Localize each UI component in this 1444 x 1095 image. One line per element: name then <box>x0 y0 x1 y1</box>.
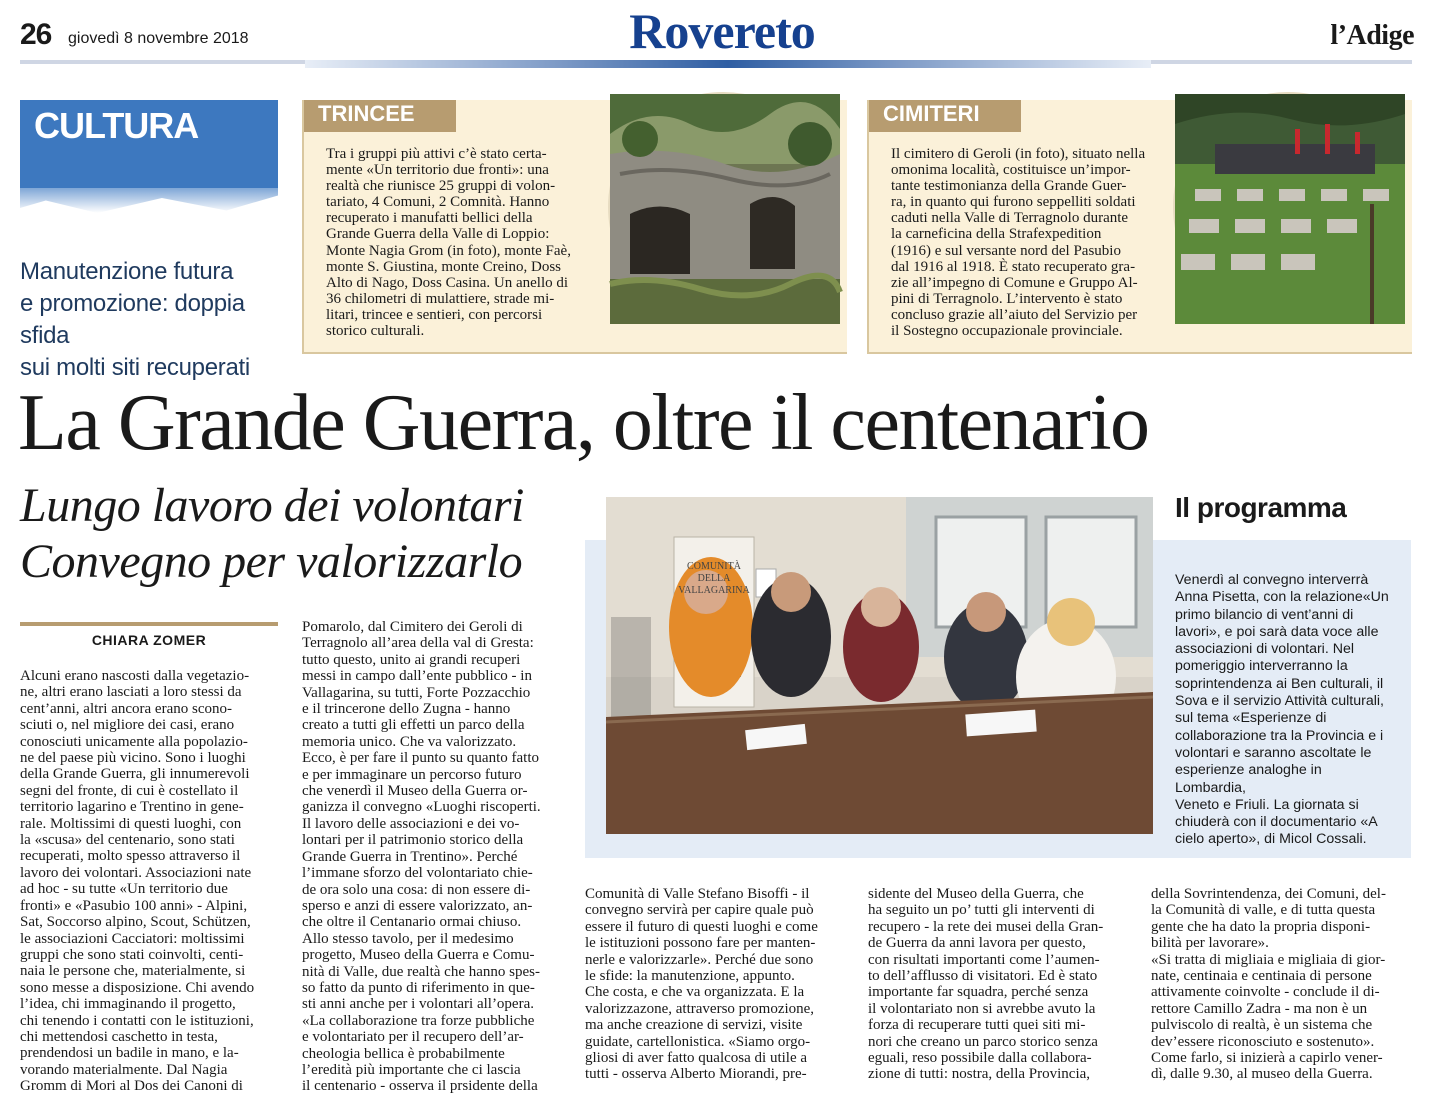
cultura-tab <box>20 100 278 188</box>
text-line: chiuderà con il documentario «A <box>1175 814 1378 831</box>
trench-cave-illustration <box>610 94 840 324</box>
kicker-line: e promozione: doppia sfida <box>20 290 245 349</box>
text-line: attivamente coinvolte - conclude il di- <box>1151 984 1380 1001</box>
text-line: Alcuni erano nascosti dalla vegetazio- <box>20 668 250 684</box>
text-line: ne, altri erano lasciati a loro stessi da <box>20 684 242 701</box>
text-line: guidate, cartellonistica. «Siamo orgo- <box>585 1033 811 1050</box>
article-column-4 <box>868 886 1126 1083</box>
text-line: ad hoc - su tutte «Un territorio due <box>20 881 228 898</box>
headline: La Grande Guerra, oltre il centenario <box>18 379 1149 467</box>
text-line: le associazioni Cacciatori: moltissimi <box>20 930 245 947</box>
header-accent-bar <box>305 60 1151 68</box>
text-line: e per immaginare un percorso futuro <box>302 766 522 783</box>
article-column-3 <box>585 886 843 1083</box>
text-line: la carneficina della Strafexpedition <box>891 226 1102 243</box>
text-line: zie all’impegno di Comune e Gruppo Al- <box>891 274 1138 291</box>
text-line: «Si tratta di migliaia e migliaia di gior- <box>1151 951 1386 968</box>
text-line: chi tenendo i contatti con le istituzioni, <box>20 1012 254 1029</box>
text-line: Alto di Nago, Doss Casina. Un anello di <box>326 274 569 291</box>
text-line: ne del paese più vicino. Sono i luoghi <box>20 750 246 767</box>
cimiteri-tab-label: CIMITERI <box>883 101 980 126</box>
text-line: nate, centinaia e centinaia di persone <box>1151 968 1372 985</box>
text-line: rale. Moltissimi di questi luoghi, con <box>20 815 242 832</box>
text-line: tariato, 4 Comuni, 2 Comnità. Hanno <box>326 194 550 211</box>
text-line: zione di tutti: nostra, della Provincia, <box>868 1066 1091 1083</box>
text-line: cielo aperto», di Micol Cossali. <box>1175 831 1367 848</box>
text-line: della Sovrintendenza, dei Comuni, del- <box>1151 886 1386 902</box>
text-line: con risultati importanti come l’aumen- <box>868 951 1100 968</box>
text-line: vorando materialmente. Dal Nagia <box>20 1061 228 1078</box>
text-line: sidente del Museo della Guerra, che <box>868 886 1084 902</box>
cultura-label: CULTURA <box>34 105 199 146</box>
text-line: ha seguito un po’ tutti gli interventi di <box>868 902 1095 919</box>
text-line: bilità per lavorare». <box>1151 935 1269 952</box>
text-line: e volontariato per il recupero dell’ar- <box>302 1029 524 1046</box>
text-line: importante far squadra, perché senza <box>868 984 1089 1001</box>
text-line: de ora solo una cosa: di non essere di- <box>302 881 531 898</box>
section-title: Rovereto <box>629 3 815 59</box>
text-line: sperso e anzi di essere valorizzato, an- <box>302 897 533 914</box>
text-line: Il lavoro delle associazioni e dei vo- <box>302 815 520 832</box>
text-line: Allo stesso tavolo, per il medesimo <box>302 930 514 947</box>
trincee-text <box>326 146 598 339</box>
text-line: Sat, Soccorso alpino, Scout, Schützen, <box>20 914 251 931</box>
cimiteri-box <box>867 100 1412 354</box>
text-line: le istituzioni possono fare per manten- <box>585 935 816 952</box>
byline: CHIARA ZOMER <box>91 632 207 648</box>
text-line: Come farlo, si inizierà a capirlo vener- <box>1151 1050 1383 1067</box>
text-line: il Sostegno occupazionale provinciale. <box>891 323 1123 340</box>
text-line: tante testimonianza della Grande Guer- <box>891 178 1127 195</box>
programma-text <box>1175 572 1395 849</box>
cimiteri-text <box>891 146 1163 339</box>
subheadline-line: Lungo lavoro dei volontari <box>20 479 524 532</box>
text-line: memoria unico. Che va valorizzato. <box>302 733 517 750</box>
text-line: primo bilancio di vent’anni di <box>1175 606 1354 623</box>
text-line: dev’essere riconosciuto e sostenuto». <box>1151 1033 1375 1050</box>
text-line: convegno servirà per capire quale può <box>585 902 814 919</box>
trincee-tab-label: TRINCEE <box>318 101 415 126</box>
text-line: conosciuti unicamente alla popolazio- <box>20 733 248 750</box>
text-line: chi mettendosi caschetto in testa, <box>20 1028 218 1045</box>
cimiteri-photo <box>1173 92 1403 322</box>
text-line: Sova e il servizio Attività culturali, <box>1175 693 1384 710</box>
text-line: 36 chilometri di mulattiere, strade mi- <box>326 290 555 307</box>
text-line: sti anni anche per i volontari all’opera. <box>302 996 534 1013</box>
text-line: che venerdì il Museo della Guerra or- <box>302 783 528 800</box>
article-column-1 <box>20 668 278 1095</box>
text-line: collaborazione tra la Provincia e i <box>1175 727 1384 744</box>
text-line: forza di recuperare tutti quei siti mi- <box>868 1017 1086 1034</box>
text-line: caduti nella Valle di Terragnolo durante <box>891 210 1129 227</box>
text-line: lontari per il patrimonio storico della <box>302 832 524 849</box>
text-line: territorio lagarino e Trentino in gene- <box>20 799 244 816</box>
text-line: monte S. Giustina, monte Creino, Doss <box>326 258 561 275</box>
text-line: valorizzazone, attraverso promozione, <box>585 1000 815 1017</box>
cimiteri-tab <box>869 100 1021 132</box>
subheadline-line: Convegno per valorizzarlo <box>20 535 523 588</box>
banner-text-line: DELLA <box>697 573 731 584</box>
trincee-tab <box>304 100 456 132</box>
text-line: della Grande Guerra, gli innumerevoli <box>20 766 250 783</box>
text-line: pulviscolo di realtà, è un sistema che <box>1151 1017 1373 1034</box>
text-line: recuperati, molto spesso attraverso il <box>20 848 241 865</box>
text-line: volontari e saranno ascoltate le <box>1175 744 1372 761</box>
text-line: associazioni di volontari. Nel <box>1175 641 1355 658</box>
text-line: messi in campo dall’ente pubblico - in <box>302 668 532 685</box>
kicker <box>20 256 285 384</box>
text-line: Grande Guerra in Trentino». Perché <box>302 848 518 865</box>
text-line: Comunità di Valle Stefano Bisoffi - il <box>585 886 810 902</box>
text-line: Terragnolo all’area della val di Gresta: <box>302 635 534 652</box>
text-line: sciuti o, nel migliore dei casi, erano <box>20 717 235 734</box>
text-line: to dell’afflusso di visitatori. Ed è stato <box>868 968 1098 985</box>
text-line: e il trincerone dello Zugna - hanno <box>302 701 511 718</box>
text-line: de Guerra da anni lavora per questo, <box>868 935 1086 952</box>
text-line: pini di Terragnolo. L’intervento è stato <box>891 290 1123 307</box>
article-column-5 <box>1151 886 1411 1083</box>
text-line: ra, in quanto qui furono seppelliti soldati <box>891 194 1136 211</box>
text-line: progetto, Museo della Guerra e Comu- <box>302 947 535 964</box>
trincee-photo <box>608 92 838 322</box>
text-line: omonima località, costituisce un’impor- <box>891 162 1131 179</box>
text-line: storico culturali. <box>326 323 425 340</box>
text-line: soprintendenza ai Ben culturali, il <box>1175 675 1384 692</box>
text-line: Che costa, e che va organizzata. E la <box>585 984 805 1001</box>
text-line: realtà che riunisce 25 gruppi di volon- <box>326 178 556 195</box>
text-line: tutto questo, unito ai grandi recuperi <box>302 651 521 668</box>
cultura-tab-fade <box>20 188 278 213</box>
banner-text-line: COMUNITÀ <box>687 561 741 572</box>
newspaper-logo: l’Adige <box>1330 20 1414 51</box>
text-line: Pomarolo, dal Cimitero dei Geroli di <box>302 619 523 635</box>
text-line: essere il futuro di questi luoghi e come <box>585 918 818 935</box>
text-line: recuperato i manufatti bellici della <box>326 210 533 227</box>
text-line: ma anche creazione di servizi, visite <box>585 1017 803 1034</box>
text-line: lavori», e poi sarà data voce alle <box>1175 623 1379 640</box>
text-line: lavoro dei volontari. Associazioni nate <box>20 864 252 881</box>
text-line: sono messe a disposizione. Chi avendo <box>20 979 255 996</box>
text-line: il centenario - osserva il prsidente della <box>302 1078 538 1095</box>
text-line: l’eredità più importante che ci lascia <box>302 1061 521 1078</box>
text-line: Il cimitero di Geroli (in foto), situato nella <box>891 146 1146 162</box>
text-line: concluso grazie all’aiuto del Servizio per <box>891 306 1138 323</box>
text-line: esperienze analoghe in Lombardia, <box>1175 762 1322 796</box>
text-line: nori che creano un parco storico senza <box>868 1033 1098 1050</box>
text-line: il volontariato non si avrebbe avuto la <box>868 1000 1096 1017</box>
kicker-line: Manutenzione futura <box>20 258 234 285</box>
meeting-illustration <box>606 497 1153 834</box>
text-line: gente che ha dato la propria disponi- <box>1151 918 1371 935</box>
text-line: nerle e valorizzarle». Perché due sono <box>585 951 814 968</box>
byline-rule <box>20 622 278 626</box>
text-line: eguali, reso possibile dalla collabora- <box>868 1050 1092 1067</box>
text-line: naia le persone che, materialmente, si <box>20 963 246 980</box>
issue-date: giovedì 8 novembre 2018 <box>68 30 249 47</box>
text-line: Veneto e Friuli. La giornata si <box>1175 796 1359 813</box>
text-line: (1916) e sul versante nord del Pasubio <box>891 242 1121 259</box>
text-line: Gromm di Mori al Dos dei Canoni di <box>20 1078 243 1095</box>
text-line: pomeriggio interverranno la <box>1175 658 1348 675</box>
text-line: la Comunità di valle, e di tutta questa <box>1151 902 1376 919</box>
text-line: Tra i gruppi più attivi c’è stato certa- <box>326 146 547 162</box>
text-line: cheologia bellica è probabilmente <box>302 1045 505 1062</box>
text-line: la «scusa» del centenario, sono stati <box>20 832 235 849</box>
text-line: gruppi che sono stati coinvolti, centi- <box>20 946 244 963</box>
text-line: dì, dalle 9.30, al museo della Guerra. <box>1151 1066 1373 1083</box>
text-line: recupero - la rete dei musei della Gran- <box>868 918 1104 935</box>
text-line: che oltre il Centanario ormai chiuso. <box>302 914 522 931</box>
text-line: tutti - osserva Alberto Miorandi, pre- <box>585 1066 807 1083</box>
subheadline <box>20 478 524 590</box>
text-line: cent’anni, altri ancora erano scono- <box>20 700 232 717</box>
text-line: Grande Guerra della Valle di Loppio: <box>326 226 550 243</box>
text-line: fronti» e «Pasubio 100 anni» - Alpini, <box>20 897 248 914</box>
text-line: segni del fronte, di cui è costellato il <box>20 782 239 799</box>
text-line: so fatto da punto di riferimento in que- <box>302 979 535 996</box>
programma-title: Il programma <box>1175 492 1347 523</box>
article-column-2 <box>302 619 560 1095</box>
text-line: Venerdì al convegno interverrà <box>1175 572 1369 588</box>
text-line: l’immane sforzo del volontariato chie- <box>302 865 533 882</box>
text-line: litari, trincee e sentieri, con percorsi <box>326 306 543 323</box>
text-line: le sfide: la manutenzione, appunto. <box>585 968 795 985</box>
text-line: «La collaborazione tra forze pubbliche <box>302 1012 535 1029</box>
text-line: Anna Pisetta, con la relazione«Un <box>1175 589 1389 606</box>
kicker-line: sui molti siti recuperati <box>20 354 250 381</box>
trincee-box <box>302 100 847 354</box>
banner-text-line: VALLAGARINA <box>678 585 750 596</box>
page-number: 26 <box>20 18 52 51</box>
text-line: ganizza il convegno «Luoghi riscoperti. <box>302 799 541 816</box>
text-line: dal 1916 al 1918. È stato recuperato gra- <box>891 258 1136 275</box>
cemetery-illustration <box>1175 94 1405 324</box>
text-line: mente «Un territorio due fronti»: una <box>326 162 549 179</box>
text-line: sul tema «Esperienze di <box>1175 710 1327 727</box>
text-line: nità di Valle, due realtà che hanno spes- <box>302 963 540 980</box>
text-line: Vallagarina, su tutti, Forte Pozzacchio <box>302 684 531 701</box>
text-line: rettore Camillo Zadra - ma non è un <box>1151 1000 1368 1017</box>
text-line: Ecco, è per fare il punto su quanto fatto <box>302 750 539 767</box>
text-line: prendendosi un badile in mano, e la- <box>20 1045 239 1062</box>
text-line: creato a tutti gli effetti un parco della <box>302 717 525 734</box>
text-line: Monte Nagia Grom (in foto), monte Faè, <box>326 242 571 259</box>
meeting-photo <box>606 497 1153 834</box>
text-line: l’idea, chi immaginando il progetto, <box>20 996 236 1013</box>
text-line: gliosi di aver fatto qualcosa di utile a <box>585 1050 808 1067</box>
